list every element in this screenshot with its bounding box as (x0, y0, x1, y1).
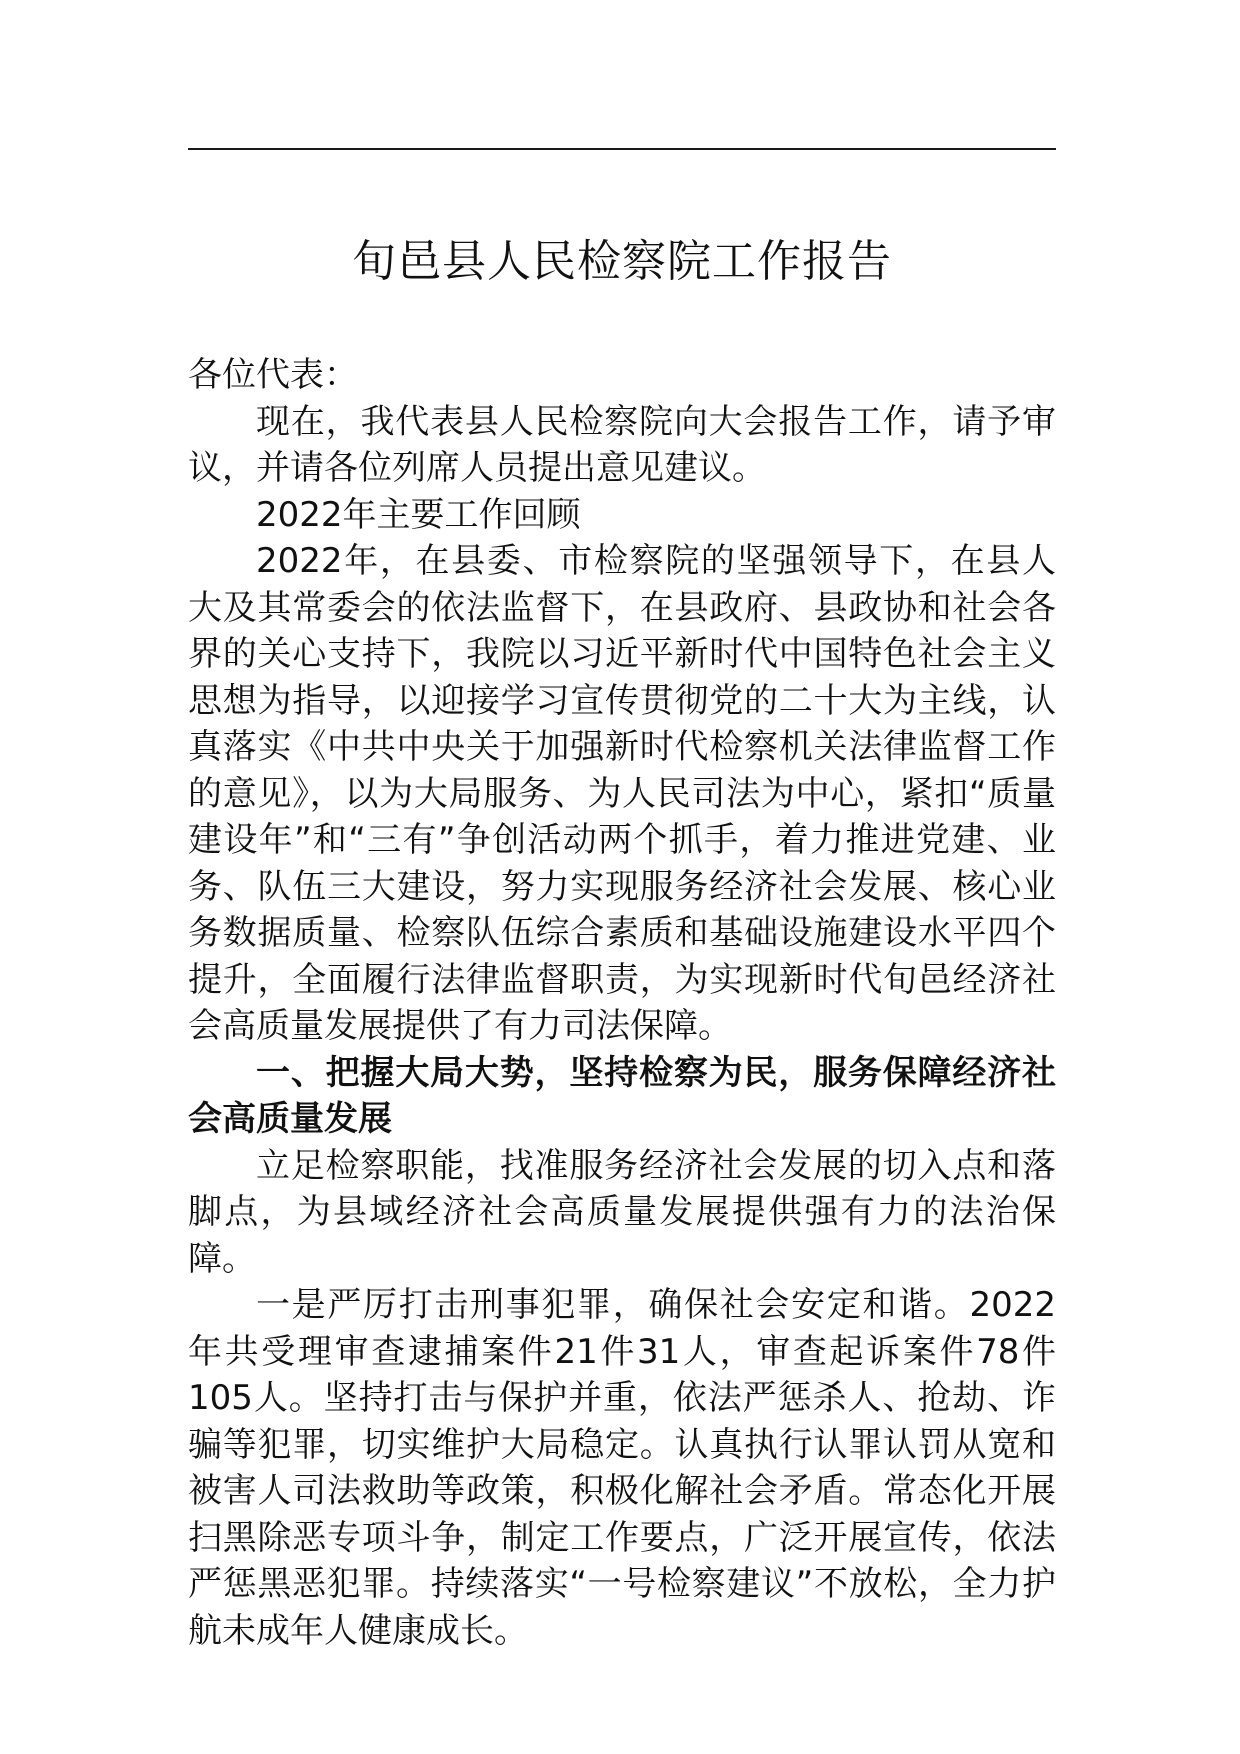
section-subtitle: 2022年主要工作回顾 (256, 494, 581, 535)
salutation: 各位代表： (188, 355, 358, 395)
intro-paragraph: 现在，我代表县人民检察院向大会报告工作，请予审议，并请各位列席人员提出意见建议。 (188, 401, 1056, 488)
header-rule (188, 148, 1056, 150)
section-heading-1: 一、把握大局大势，坚持检察为民，服务保障经济社会高质量发展 (188, 1052, 1056, 1139)
document-title: 旬邑县人民检察院工作报告 (352, 236, 892, 287)
report-body (188, 352, 1056, 1654)
section-1-point-1-paragraph: 一是严厉打击刑事犯罪，确保社会安定和谐。2022年共受理审查逮捕案件21件31人，审查起诉案件78件105人。坚持打击与保护并重，依法严惩杀人、抢劫、诈骗等犯罪，切实维护大局稳定。认真执行认罪认罚从宽和被害人司法救助等政策，积极化解社会矛盾。常态化开展扫黑除恶专项斗争，制定工作要点，广泛开展宣传，依法严惩黑恶犯罪。持续落实“一号检察建议”不放松，全力护航未成年人健康成长。 (188, 1285, 1056, 1651)
review-paragraph: 2022年，在县委、市检察院的坚强领导下，在县人大及其常委会的依法监督下，在县政府、县政协和社会各界的关心支持下，我院以习近平新时代中国特色社会主义思想为指导，以迎接学习宣传贯彻党的二十大为主线，认真落实《中共中央关于加强新时代检察机关法律监督工作的意见》，以为大局服务、为人民司法为中心，紧扣“质量建设年”和“三有”争创活动两个抓手，着力推进党建、业务、队伍三大建设，努力实现服务经济社会发展、核心业务数据质量、检察队伍综合素质和基础设施建设水平四个提升，全面履行法律监督职责，为实现新时代旬邑经济社会高质量发展提供了有力司法保障。 (188, 541, 1056, 1046)
section-1-lead-paragraph: 立足检察职能，找准服务经济社会发展的切入点和落脚点，为县域经济社会高质量发展提供强有力的法治保障。 (188, 1145, 1056, 1279)
